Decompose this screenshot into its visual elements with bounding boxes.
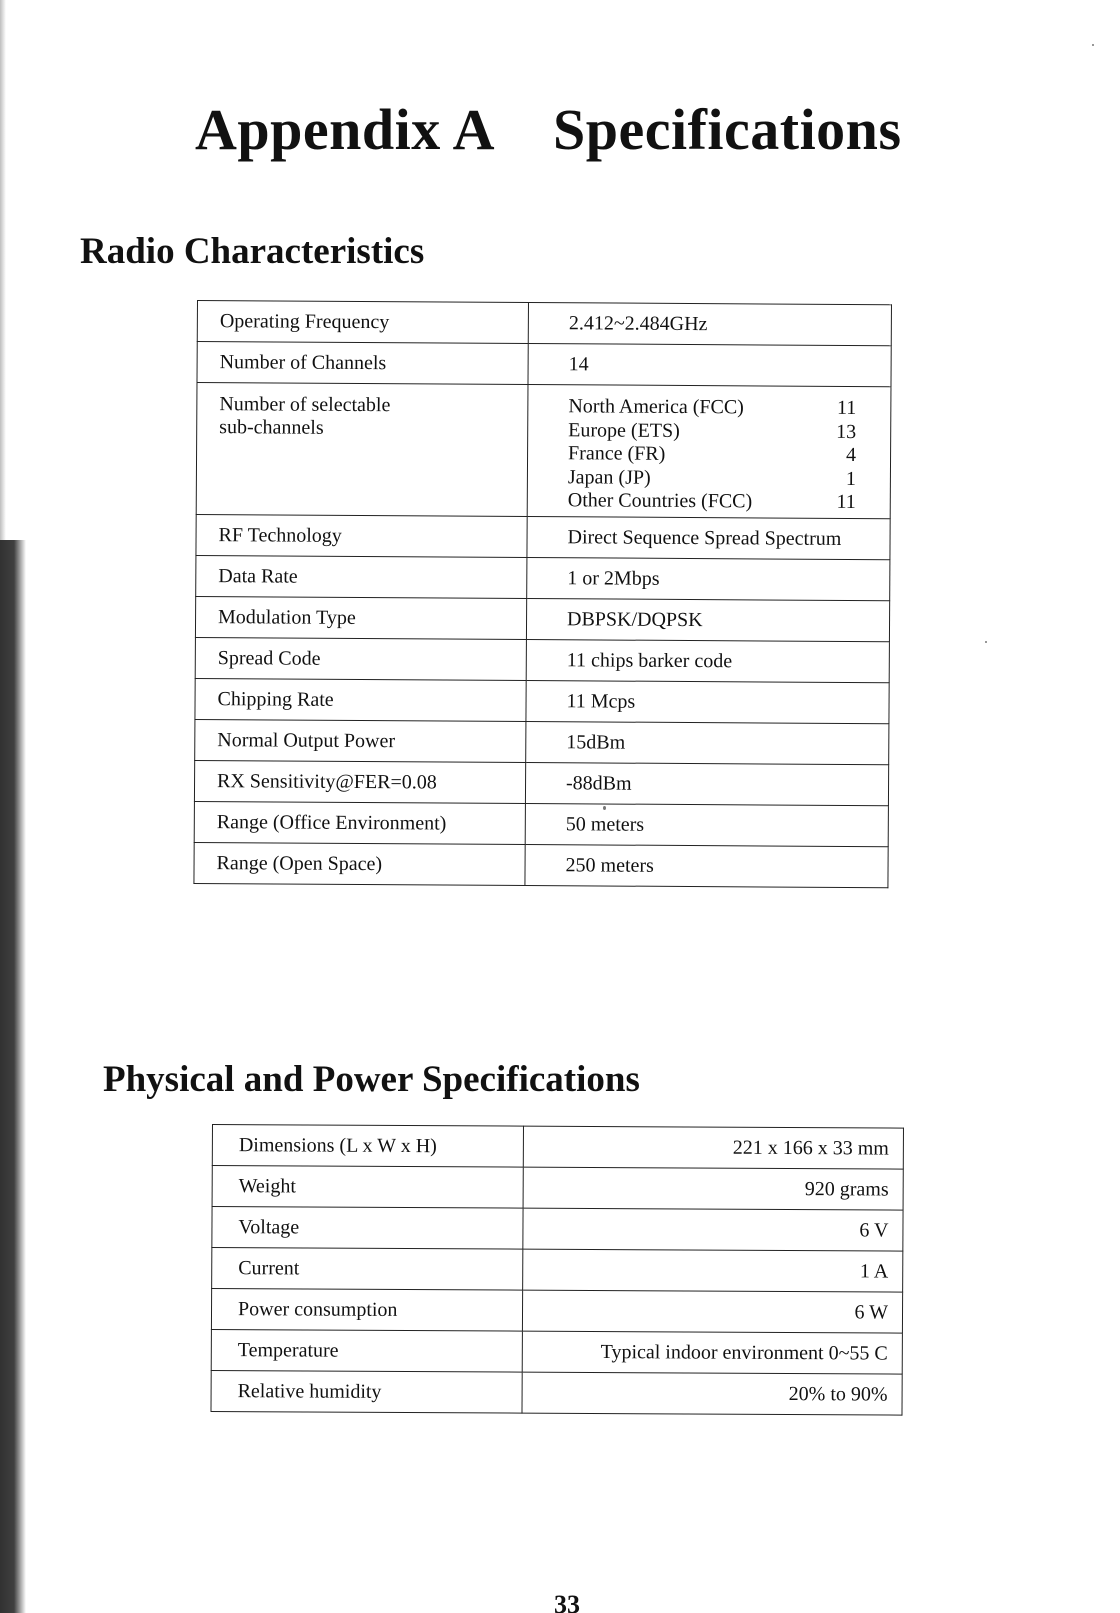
- region-count: 4: [845, 443, 857, 467]
- physical-spec-table: [210, 1124, 903, 1416]
- table-row-subchannels: [196, 383, 891, 519]
- spec-value: 50 meters: [525, 804, 888, 847]
- spec-label: Chipping Rate: [195, 678, 526, 721]
- spec-value: 1 A: [523, 1249, 903, 1292]
- spec-value: 250 meters: [525, 845, 888, 888]
- subchannel-label-line1: Number of selectable: [219, 393, 391, 417]
- spec-value: DBPSK/DQPSK: [526, 599, 889, 642]
- region-count: 1: [845, 467, 856, 490]
- spec-value: 221 x 166 x 33 mm: [523, 1126, 903, 1169]
- spec-label: Range (Open Space): [194, 842, 525, 885]
- table-row: [197, 301, 891, 346]
- spec-value: 15dBm: [526, 722, 889, 765]
- spec-label: Relative humidity: [211, 1370, 522, 1413]
- spec-value: -88dBm: [525, 763, 888, 806]
- radio-section-heading: Radio Characteristics: [80, 231, 425, 272]
- spec-label: RX Sensitivity@FER=0.08: [194, 760, 525, 803]
- spec-label: Power consumption: [211, 1289, 522, 1332]
- spec-value: 11 chips barker code: [526, 640, 889, 683]
- spec-label: Current: [212, 1248, 523, 1291]
- spec-value: 6 V: [523, 1208, 903, 1251]
- spec-label: Spread Code: [195, 637, 526, 680]
- spec-value: 11 Mcps: [526, 681, 889, 724]
- scan-speck: [985, 641, 987, 643]
- title-specifications: Specifications: [552, 97, 902, 162]
- region-name: North America (FCC): [568, 395, 744, 419]
- spec-label: Normal Output Power: [195, 719, 526, 762]
- region-name: France (FR): [568, 442, 666, 465]
- scan-speck: [1092, 44, 1094, 46]
- table-row: [212, 1166, 903, 1211]
- spec-label: RF Technology: [196, 514, 527, 557]
- table-row: [211, 1289, 902, 1334]
- spec-label: Data Rate: [196, 555, 527, 598]
- spec-label: Weight: [212, 1166, 523, 1209]
- spec-label: Number of Channels: [197, 342, 528, 385]
- spec-value: 1 or 2Mbps: [527, 558, 890, 601]
- spec-label: Range (Office Environment): [194, 801, 525, 844]
- table-row: [212, 1125, 903, 1170]
- table-row: [195, 678, 889, 723]
- table-row: [194, 801, 888, 846]
- title-appendix: Appendix A: [195, 97, 495, 162]
- region-count: 11: [837, 396, 857, 420]
- scan-speck: [603, 806, 606, 810]
- physical-section-heading: Physical and Power Specifications: [103, 1059, 640, 1100]
- region-count: 13: [836, 420, 857, 443]
- table-row: [195, 719, 889, 764]
- subchannel-label-line2: sub-channels: [219, 416, 324, 439]
- subchannel-list: [527, 385, 891, 519]
- spec-label: Voltage: [212, 1207, 523, 1250]
- page-title: [195, 96, 902, 163]
- table-row: [196, 555, 890, 600]
- table-row: [196, 514, 890, 559]
- spec-value: 6 W: [522, 1290, 902, 1333]
- table-row: [211, 1370, 902, 1415]
- spec-label: Operating Frequency: [197, 301, 528, 344]
- spec-label: Temperature: [211, 1329, 522, 1372]
- region-count: 11: [836, 490, 856, 514]
- spec-value: 920 grams: [523, 1167, 903, 1210]
- page-number: 33: [554, 1590, 580, 1613]
- radio-spec-table: [193, 300, 892, 888]
- scan-shadow-top: [0, 0, 6, 540]
- table-row: [212, 1248, 903, 1293]
- table-row: [197, 342, 891, 387]
- table-row: [195, 596, 889, 641]
- spec-label: Modulation Type: [195, 596, 526, 639]
- subchannel-label: [196, 383, 528, 517]
- spec-value: 20% to 90%: [522, 1372, 902, 1415]
- region-name: Other Countries (FCC): [567, 489, 753, 513]
- table-row: [194, 760, 888, 805]
- scan-shadow-edge: [0, 540, 26, 1613]
- table-row: [211, 1329, 902, 1374]
- region-name: Japan (JP): [567, 465, 651, 489]
- region-name: Europe (ETS): [568, 418, 680, 442]
- spec-value: Typical indoor environment 0~55 C: [522, 1331, 902, 1374]
- spec-value: 14: [528, 344, 891, 387]
- table-row: [212, 1207, 903, 1252]
- spec-value: Direct Sequence Spread Spectrum: [527, 517, 890, 560]
- table-row: [195, 637, 889, 682]
- spec-label: Dimensions (L x W x H): [212, 1125, 523, 1168]
- table-row: [194, 842, 888, 887]
- spec-value: 2.412~2.484GHz: [528, 303, 891, 346]
